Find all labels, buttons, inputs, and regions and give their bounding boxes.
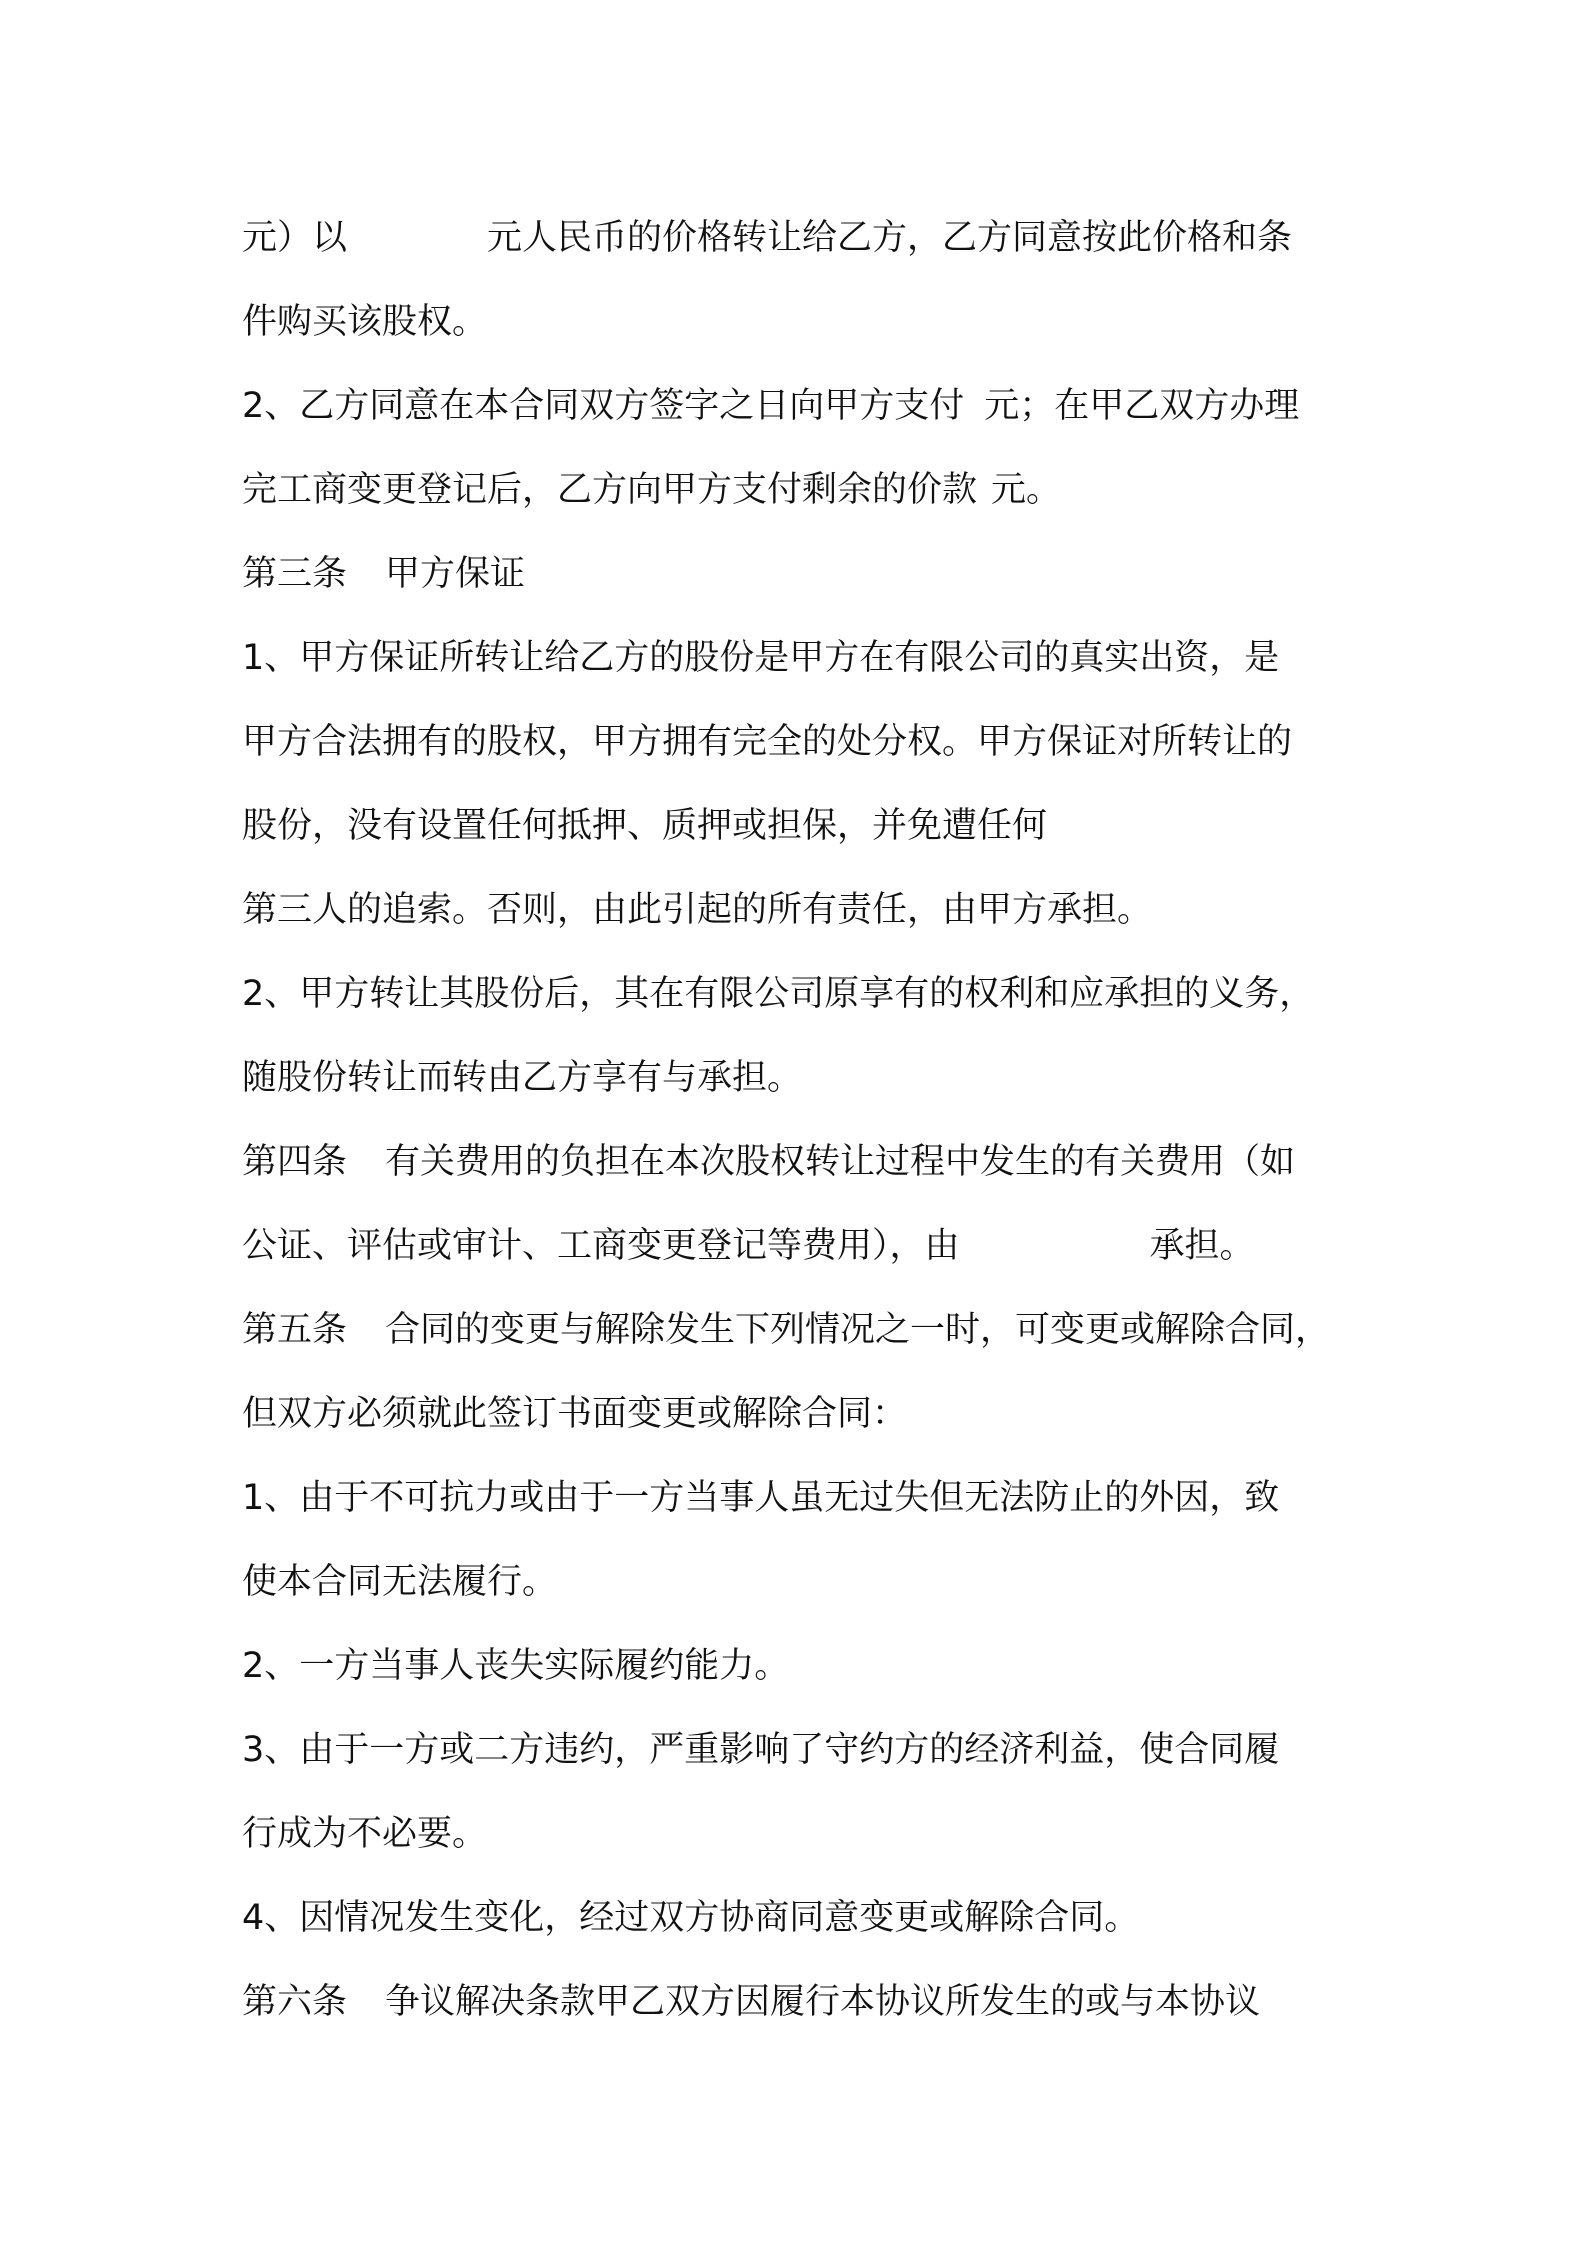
text-line: 2、一方当事人丧失实际履约能力。 (242, 1646, 790, 1686)
text-line: 第三人的追索。否则，由此引起的所有责任，由甲方承担。 (242, 890, 1153, 930)
text-line: 随股份转让而转由乙方享有与承担。 (242, 1058, 803, 1098)
article-number: 第三条 (242, 554, 348, 594)
document-body (242, 196, 1372, 2044)
text-line (242, 196, 1372, 280)
text-line (242, 364, 1372, 448)
article-title: 甲方保证 (385, 554, 526, 594)
article-number: 第五条 (242, 1310, 348, 1350)
article-number: 第六条 (242, 1982, 348, 2022)
text-segment: 元；在甲乙双方办理 (984, 386, 1300, 426)
text-line: 使本合同无法履行。 (242, 1562, 558, 1602)
text-segment: 元人民币的价格转让给乙方，乙方同意按此价格和条 (487, 218, 1293, 258)
text-line: 甲方合法拥有的股权，甲方拥有完全的处分权。甲方保证对所转让的 (242, 722, 1293, 762)
text-line: 4、因情况发生变化，经过双方协商同意变更或解除合同。 (242, 1898, 1140, 1938)
text-segment: 有关费用的负担在本次股权转让过程中发生的有关费用（如 (385, 1142, 1296, 1182)
text-line: 1、由于不可抗力或由于一方当事人虽无过失但无法防止的外因，致 (242, 1478, 1280, 1518)
article-heading (242, 1960, 1372, 2044)
text-line: 股份，没有设置任何抵押、质押或担保，并免遭任何 (242, 806, 1048, 846)
article-number: 第四条 (242, 1142, 348, 1182)
text-line: 2、甲方转让其股份后，其在有限公司原享有的权利和应承担的义务， (242, 974, 1315, 1014)
article-heading (242, 532, 1372, 616)
text-line (242, 1204, 1372, 1288)
text-line: 件购买该股权。 (242, 302, 488, 342)
text-segment: 元。 (991, 470, 1062, 510)
text-segment: 争议解决条款甲乙双方因履行本协议所发生的或与本协议 (385, 1982, 1261, 2022)
text-segment: 承担。 (1149, 1226, 1255, 1266)
text-line: 3、由于一方或二方违约，严重影响了守约方的经济利益，使合同履 (242, 1730, 1280, 1770)
text-line: 1、甲方保证所转让给乙方的股份是甲方在有限公司的真实出资，是 (242, 638, 1280, 678)
text-segment: 完工商变更登记后，乙方向甲方支付剩余的价款 (242, 470, 978, 510)
text-line: 行成为不必要。 (242, 1814, 488, 1854)
text-line: 但双方必须就此签订书面变更或解除合同： (242, 1394, 908, 1434)
article-heading (242, 1288, 1372, 1372)
text-segment: 公证、评估或审计、工商变更登记等费用），由 (242, 1226, 960, 1266)
article-heading (242, 1120, 1372, 1204)
text-line (242, 448, 1372, 532)
text-segment: 2、乙方同意在本合同双方签字之日向甲方支付 (242, 386, 965, 426)
text-segment: 元）以 (242, 218, 348, 258)
text-segment: 合同的变更与解除发生下列情况之一时，可变更或解除合同， (385, 1310, 1331, 1350)
